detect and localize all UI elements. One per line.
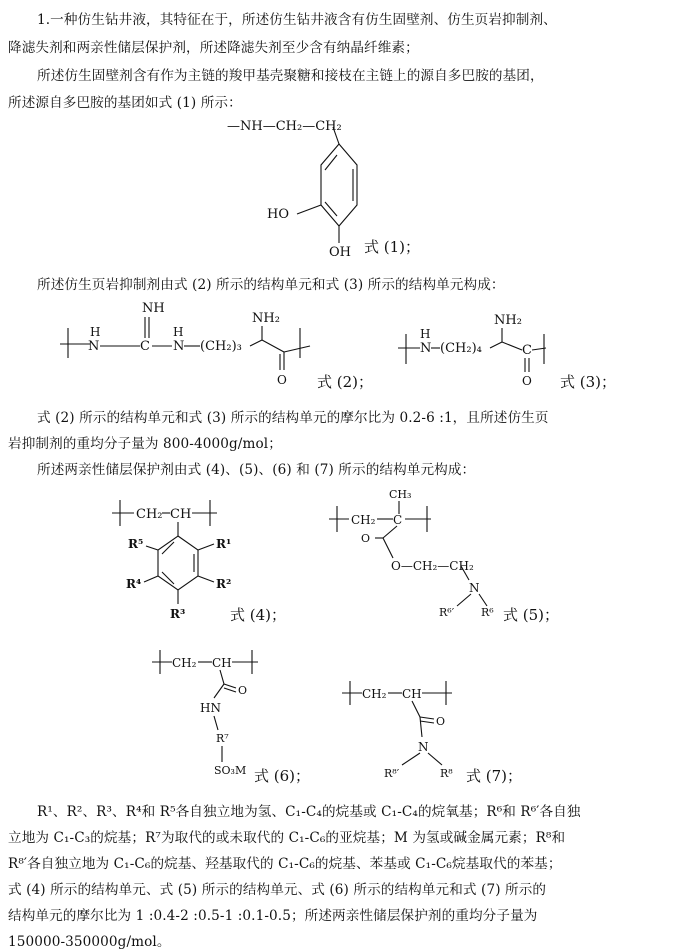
structure-label: R⁶′ xyxy=(439,606,455,619)
structure-label: N xyxy=(469,581,480,595)
structure-label: C xyxy=(522,343,532,358)
structure-label: R⁴ xyxy=(126,577,142,591)
claim-line: 立地为 C₁-C₃的烷基；R⁷为取代的或未取代的 C₁-C₆的亚烷基；M 为氢或碱金属元素；R⁸和 xyxy=(8,830,566,846)
claim-line: 式 (4) 所示的结构单元、式 (5) 所示的结构单元、式 (6) 所示的结构单元和式 (7) 所示的 xyxy=(8,882,547,898)
structure-label: NH xyxy=(142,301,165,316)
formula-7-label: 式 (7)； xyxy=(466,767,523,785)
structure-label: HN xyxy=(200,701,221,715)
formula-1-label: 式 (1)； xyxy=(364,238,421,256)
claim-line: 所述源自多巴胺的基团如式 (1) 所示： xyxy=(8,95,242,111)
structure-label: R⁵ xyxy=(128,537,144,551)
claim-line: 所述仿生页岩抑制剂由式 (2) 所示的结构单元和式 (3) 所示的结构单元构成： xyxy=(37,277,505,293)
structure-label: R⁷ xyxy=(216,732,229,745)
formula-2-structure xyxy=(60,298,320,390)
structure-label: (CH₂)₃ xyxy=(200,339,242,354)
structure-label: CH₂ xyxy=(362,687,387,701)
structure-label: CH₂ xyxy=(136,507,163,522)
formula-7-structure xyxy=(340,675,480,785)
structure-label: R³ xyxy=(170,607,186,621)
structure-label: NH₂ xyxy=(494,313,522,328)
formula-6-label: 式 (6)； xyxy=(254,767,311,785)
f1-ho: HO xyxy=(267,207,289,222)
structure-label: N xyxy=(173,339,185,354)
f1-chain: —NH—CH₂—CH₂ xyxy=(227,119,342,134)
formula-4-label: 式 (4)； xyxy=(230,606,287,624)
structure-label: (CH₂)₄ xyxy=(440,341,482,356)
formula-6-structure xyxy=(150,644,280,784)
structure-label: N xyxy=(88,339,100,354)
structure-label: R⁸′ xyxy=(384,767,400,780)
structure-label: CH₃ xyxy=(389,488,412,501)
claim-line: 1.一种仿生钻井液，其特征在于，所述仿生钻井液含有仿生固壁剂、仿生页岩抑制剂、 xyxy=(37,12,557,28)
structure-label: O xyxy=(361,532,371,545)
structure-label: R² xyxy=(216,577,232,591)
claim-line: R⁸′各自独立地为 C₁-C₆的烷基、羟基取代的 C₁-C₆的烷基、苯基或 C₁-C₆烷基取代的苯基； xyxy=(8,856,562,872)
formula-5-label: 式 (5)； xyxy=(503,606,560,624)
claim-line: 结构单元的摩尔比为 1 :0.4-2 :0.5-1 :0.1-0.5；所述两亲性储层保护剂的重均分子量为 xyxy=(8,908,538,924)
claim-line: R¹、R²、R³、R⁴和 R⁵各自独立地为氢、C₁-C₄的烷基或 C₁-C₄的烷氧基；R⁶和 R⁶′各自独 xyxy=(37,804,581,820)
f1-oh: OH xyxy=(329,245,351,260)
structure-label: CH xyxy=(212,656,232,670)
structure-label: O xyxy=(277,373,287,387)
formula-2-label: 式 (2)； xyxy=(317,373,374,391)
structure-label: R⁶ xyxy=(481,606,494,619)
structure-label: NH₂ xyxy=(252,311,280,326)
structure-label: CH₂ xyxy=(172,656,197,670)
structure-label: N xyxy=(420,341,432,356)
claim-line: 降滤失剂和两亲性储层保护剂，所述降滤失剂至少含有纳晶纤维素； xyxy=(8,40,419,56)
claim-line: 岩抑制剂的重均分子量为 800-4000g/mol； xyxy=(8,436,282,452)
structure-label: H xyxy=(90,325,101,339)
claim-line: 150000-350000g/mol。 xyxy=(8,934,171,950)
structure-label: CH xyxy=(170,507,192,522)
structure-label: CH xyxy=(402,687,422,701)
structure-label: SO₃M xyxy=(214,764,247,777)
formula-3-label: 式 (3)； xyxy=(560,373,617,391)
structure-label: C xyxy=(140,339,150,354)
structure-label: H xyxy=(420,327,431,341)
claim-line: 式 (2) 所示的结构单元和式 (3) 所示的结构单元的摩尔比为 0.2-6 :1，且所述仿生页 xyxy=(37,410,549,426)
formula-1-structure xyxy=(215,110,375,270)
structure-label: R⁸ xyxy=(440,767,453,780)
structure-label: O xyxy=(436,715,446,728)
formula-3-structure xyxy=(398,312,558,390)
structure-label: O xyxy=(238,684,248,697)
structure-label: R¹ xyxy=(216,537,232,551)
structure-label: O—CH₂—CH₂ xyxy=(391,559,474,573)
structure-label: N xyxy=(418,740,429,754)
formula-5-structure xyxy=(327,484,532,624)
structure-label: O xyxy=(522,374,532,388)
claim-line: 所述两亲性储层保护剂由式 (4)、(5)、(6) 和 (7) 所示的结构单元构成： xyxy=(37,462,476,478)
structure-label: CH₂ xyxy=(351,513,376,527)
structure-label: H xyxy=(173,325,184,339)
structure-label: C xyxy=(393,513,403,527)
claim-line: 所述仿生固壁剂含有作为主链的羧甲基壳聚糖和接枝在主链上的源自多巴胺的基团， xyxy=(37,68,544,84)
